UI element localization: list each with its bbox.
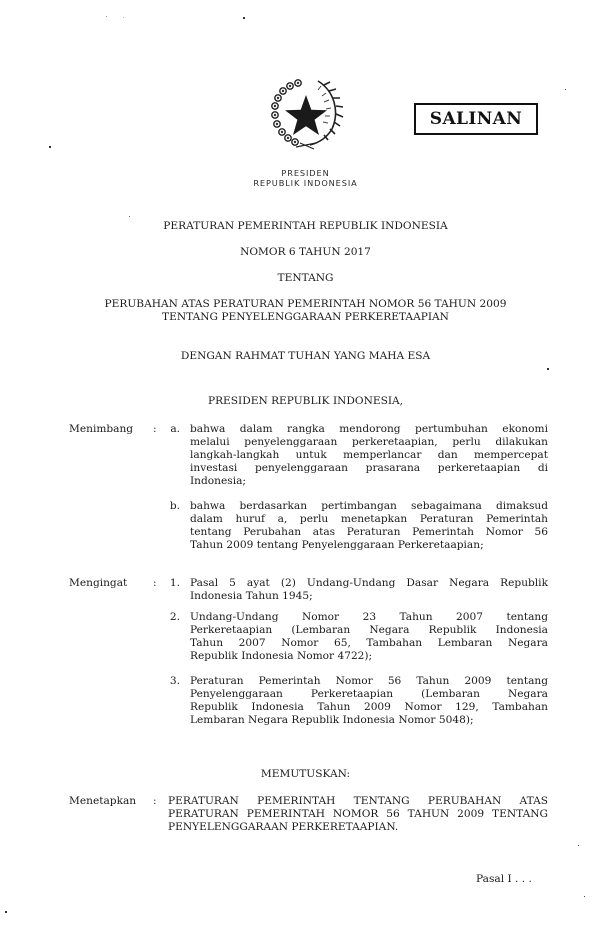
subject-line-2: TENTANG PENYELENGGARAAN PERKERETAAPIAN — [162, 311, 449, 323]
text-line: PERATURAN PEMERINTAH NOMOR 56 TAHUN 2009 TENTANG — [168, 808, 548, 820]
scan-speck — [123, 17, 124, 18]
text-line: Republik Indonesia Nomor 4722); — [190, 650, 373, 662]
subject-line-1: PERUBAHAN ATAS PERATURAN PEMERINTAH NOMOR 56 TAHUN 2009 — [104, 298, 507, 310]
scan-speck — [106, 16, 107, 17]
menimbang-item-b — [190, 500, 548, 552]
text-line: tentang Perubahan atas Peraturan Pemerintah Nomor 56 — [190, 526, 548, 538]
text-line: bahwa berdasarkan pertimbangan sebagaimana dimaksud — [190, 500, 548, 512]
scan-speck — [578, 845, 579, 846]
text-line: PERATURAN PEMERINTAH TENTANG PERUBAHAN ATAS — [168, 795, 548, 807]
item-marker: 3. — [169, 675, 180, 687]
scan-speck — [243, 17, 245, 19]
garuda-star-emblem-icon — [266, 77, 346, 151]
mengingat-item-3 — [190, 675, 548, 727]
text-line: investasi penyelenggaraan prasarana perkeretaapian di — [190, 462, 548, 474]
invocation: DENGAN RAHMAT TUHAN YANG MAHA ESA — [180, 350, 431, 362]
institution-line-1: PRESIDEN — [281, 168, 330, 178]
text-line: Peraturan Pemerintah Nomor 56 Tahun 2009 tentang — [190, 675, 548, 687]
memutuskan-heading: MEMUTUSKAN: — [260, 768, 351, 780]
tentang-heading: TENTANG — [277, 272, 334, 284]
regulation-type-title: PERATURAN PEMERINTAH REPUBLIK INDONESIA — [163, 220, 448, 232]
text-line: PENYELENGGARAAN PERKERETAAPIAN. — [168, 821, 399, 833]
text-line: dalam huruf a, perlu menetapkan Peraturan Pemerintah — [190, 513, 548, 525]
institution-line-2: REPUBLIK INDONESIA — [253, 178, 358, 188]
scan-speck — [49, 146, 51, 148]
item-marker: 1. — [169, 577, 180, 589]
text-line: Perkeretaapian (Lembaran Negara Republik Indonesia — [190, 624, 548, 636]
scan-speck — [547, 368, 549, 370]
menetapkan-text — [168, 795, 548, 834]
menetapkan-label: Menetapkan — [69, 795, 137, 807]
item-marker: a. — [170, 423, 180, 435]
mengingat-section — [69, 577, 549, 727]
text-line: bahwa dalam rangka mendorong pertumbuhan ekonomi — [190, 423, 548, 435]
item-marker: b. — [169, 500, 180, 512]
colon: : — [153, 795, 157, 807]
menimbang-item-a — [190, 423, 548, 488]
text-line: Republik Indonesia Tahun 2009 Nomor 129, Tambahan — [190, 701, 548, 713]
menimbang-label: Menimbang — [69, 423, 134, 435]
colon: : — [153, 423, 157, 435]
text-line: Tahun 2007 Nomor 65, Tambahan Lembaran Negara — [190, 637, 548, 649]
scan-speck — [5, 911, 7, 913]
issuer: PRESIDEN REPUBLIK INDONESIA, — [207, 395, 404, 407]
regulation-number: NOMOR 6 TAHUN 2017 — [240, 246, 371, 258]
text-line: Tahun 2009 tentang Penyelenggaraan Perkeretaapian; — [190, 539, 484, 551]
text-line: Indonesia; — [190, 475, 246, 487]
menetapkan-section — [69, 795, 549, 840]
text-line: Penyelenggaraan Perkeretaapian (Lembaran Negara — [190, 688, 548, 700]
text-line: Undang-Undang Nomor 23 Tahun 2007 tentang — [190, 611, 548, 623]
item-marker: 2. — [169, 611, 180, 623]
text-line: Indonesia Tahun 1945; — [190, 590, 313, 602]
text-line: Lembaran Negara Republik Indonesia Nomor 5048); — [190, 714, 474, 726]
scan-speck — [565, 89, 566, 90]
text-line: langkah-langkah untuk memperlancar dan mempercepat — [190, 449, 548, 461]
text-line: Pasal 5 ayat (2) Undang-Undang Dasar Negara Republik — [190, 577, 548, 589]
mengingat-item-1 — [190, 577, 548, 603]
menimbang-section — [69, 423, 549, 553]
mengingat-label: Mengingat — [69, 577, 128, 589]
scan-speck — [584, 896, 585, 897]
scan-speck — [129, 216, 130, 217]
salinan-stamp: SALINAN — [414, 103, 538, 135]
mengingat-item-2 — [190, 611, 548, 663]
colon: : — [153, 577, 157, 589]
continuation-marker: Pasal I . . . — [476, 873, 532, 885]
text-line: melalui penyelenggaraan perkeretaapian, perlu dilakukan — [190, 436, 548, 448]
